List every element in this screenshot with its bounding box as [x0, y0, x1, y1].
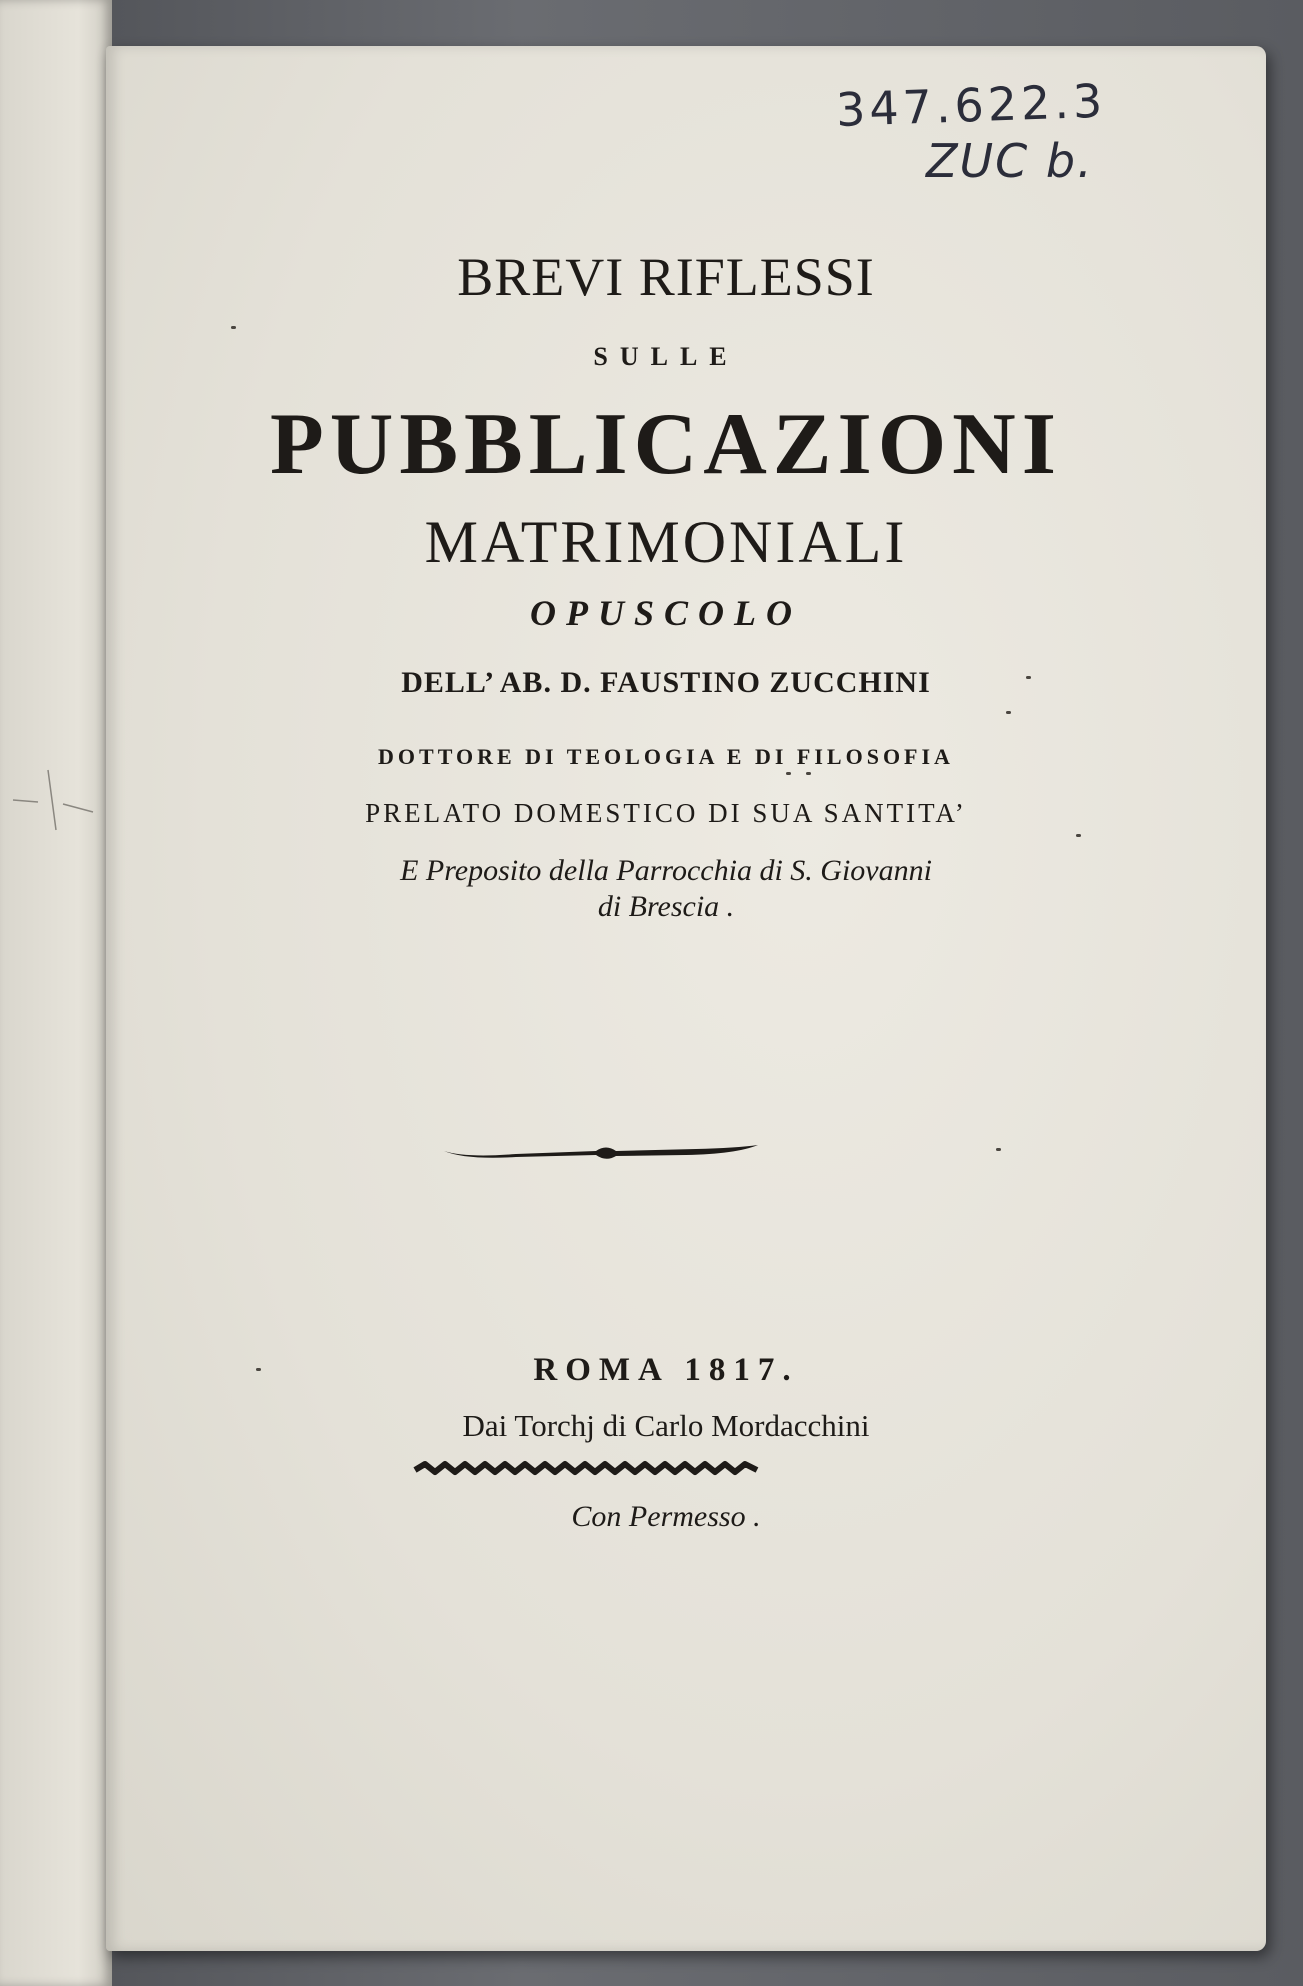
- author-provost-line-2: di Brescia .: [597, 890, 735, 923]
- title-line-1: BREVI RIFLESSI: [457, 247, 875, 307]
- author-prelate-title: PRELATO DOMESTICO DI SUA SANTITA’: [365, 798, 967, 828]
- shelfmark-code: ZUC b.: [926, 134, 1094, 188]
- imprint-printer: Dai Torchj di Carlo Mordacchini: [462, 1408, 870, 1443]
- pencil-stroke-mark: [8, 760, 98, 840]
- shelfmark-number: 347.622.3: [835, 73, 1108, 137]
- paper-speck: [786, 772, 791, 775]
- author-degrees: DOTTORE DI TEOLOGIA E DI FILOSOFIA: [378, 744, 954, 769]
- author-line: DELL’ AB. D. FAUSTINO ZUCCHINI: [401, 666, 931, 699]
- imprint-city-year: ROMA 1817.: [533, 1352, 799, 1388]
- paper-speck: [231, 326, 236, 329]
- permission-note: Con Permesso .: [571, 1500, 761, 1533]
- author-provost-line-1: E Preposito della Parrocchia di S. Giovanni: [400, 854, 932, 887]
- paper-speck: [1076, 834, 1081, 837]
- paper-speck: [996, 1148, 1001, 1151]
- paper-speck: [806, 772, 811, 775]
- subtitle: OPUSCOLO: [529, 593, 802, 633]
- title-connector: SULLE: [593, 342, 739, 371]
- title-line-3: MATRIMONIALI: [424, 509, 908, 575]
- title-line-2: PUBBLICAZIONI: [270, 396, 1062, 493]
- title-page: [106, 46, 1266, 1951]
- paper-speck: [1006, 711, 1011, 714]
- ornament-rule: [436, 1136, 766, 1166]
- paper-speck: [1026, 676, 1031, 679]
- wavy-rule: [411, 1458, 761, 1482]
- paper-speck: [256, 1368, 261, 1371]
